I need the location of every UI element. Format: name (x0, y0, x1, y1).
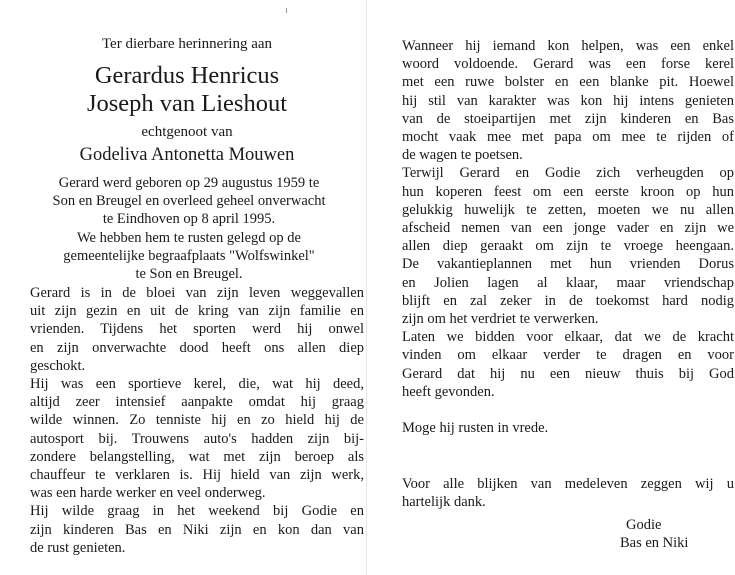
text-line: blijft en zal zeker in de toekomst hard nodig (402, 292, 734, 309)
fact-line: gemeentelijke begraafplaats "Wolfswinkel" (63, 247, 315, 264)
signature-block (620, 516, 688, 552)
text-line: vrienden. Tijdens het sporten werd hij onwel (30, 321, 364, 338)
right-page (368, 0, 735, 575)
signature-name: Bas en Niki (620, 535, 689, 552)
text-line: was een harde werker en veel onderweg. (30, 485, 266, 502)
text-line: wilde winnen. Zo tenniste hij en zo hield hij de (30, 412, 364, 429)
text-line: zijn kinderen Bas en Niki zijn en kon dan van (30, 521, 364, 538)
text-line: geschokt. (30, 357, 86, 374)
text-line: Laten we bidden voor elkaar, dat we de kracht (402, 329, 734, 346)
text-line: de rust genieten. (30, 539, 126, 556)
life-facts (16, 174, 362, 283)
text-line: afscheid nemen van een jonge vader en zijn we (402, 220, 734, 237)
text-line: hij stil van karakter was kon hij intens genieten (402, 92, 734, 109)
text-line: en zijn onverwachte dood heeft ons allen diep (30, 339, 364, 356)
text-line: uit zijn gezin en uit de kring van zijn familie en (30, 303, 364, 320)
blank-line (402, 401, 734, 419)
text-line: mocht vaak mee met papa om mee te rijden of (402, 129, 734, 146)
text-line: Terwijl Gerard en Godie zich verheugden op (402, 165, 734, 182)
deceased-name-line2: Joseph van Lieshout (86, 90, 288, 117)
intro-text: Ter dierbare herinnering aan (101, 36, 273, 52)
page-fold (366, 0, 367, 575)
text-line: heeft gevonden. (402, 383, 495, 400)
text-line: Hij wilde graag in het weekend bij Godie en (30, 503, 364, 520)
prayer-line: Moge hij rusten in vrede. (402, 420, 549, 437)
fact-line: Son en Breugel en overleed geheel onverwacht (52, 193, 326, 210)
text-line: de wagen te poetsen. (402, 147, 523, 164)
text-line: Wanneer hij iemand kon helpen, was een enkel (402, 38, 734, 54)
deceased-name-line1: Gerardus Henricus (94, 62, 280, 89)
fact-line: Gerard werd geboren op 29 augustus 1959 te (58, 175, 320, 191)
text-line: chauffeur te verklaren is. Hij hield van zijn werk, (30, 467, 364, 484)
fact-line: te Son en Breugel. (135, 266, 243, 283)
text-line: van de stoeipartijen met zijn kinderen en Bas (402, 110, 734, 127)
fact-line: te Eindhoven op 8 april 1995. (102, 211, 276, 228)
spouse-name: Godeliva Antonetta Mouwen (79, 145, 295, 165)
text-line: altijd zeer intensief aanpakte omdat hij graag (30, 394, 364, 411)
text-line: en Jolien lagen al klaar, maar vriendschap (402, 274, 734, 291)
text-line: hun koperen feest om een eerste kroon op hun (402, 183, 734, 200)
signature-name: Godie (626, 517, 662, 533)
spouse-label: echtgenoot van (141, 124, 233, 140)
text-line: met een ruwe bolster en een blanke pit. Hoewel (402, 74, 734, 91)
text-line: hartelijk dank. (402, 494, 486, 511)
text-line: allen diep geraakt om zijn te vroege heengaan. (402, 238, 734, 255)
left-body-text (30, 284, 364, 557)
text-line: Hij was een sportieve kerel, die, wat hij deed, (30, 376, 364, 393)
fold-mark (286, 8, 287, 13)
text-line: woord voldoende. Gerard was een forse kerel (402, 56, 734, 73)
right-body-text (402, 37, 734, 437)
text-line: autosport bij. Trouwens auto's hadden zijn bij- (30, 430, 364, 447)
thanks-text (402, 475, 734, 511)
text-line: zijn om het verdriet te verwerken. (402, 311, 599, 328)
text-line: Gerard is in de bloei van zijn leven weggevallen (30, 285, 364, 301)
text-line: De vakantieplannen met hun vrienden Dorus (402, 256, 734, 273)
text-line: Gerard dat hij nu een nieuw thuis bij God (402, 365, 734, 382)
text-line: Voor alle blijken van medeleven zeggen wij u (402, 476, 734, 492)
text-line: gelukkig huwelijk te zetten, moeten we nu allen (402, 201, 734, 218)
left-page (0, 0, 366, 575)
fact-line: We hebben hem te rusten gelegd op de (77, 229, 301, 246)
text-line: zondere belangstelling, wat met zijn beroep als (30, 448, 364, 465)
text-line: vinden om elkaar verder te dragen en voor (402, 347, 734, 364)
